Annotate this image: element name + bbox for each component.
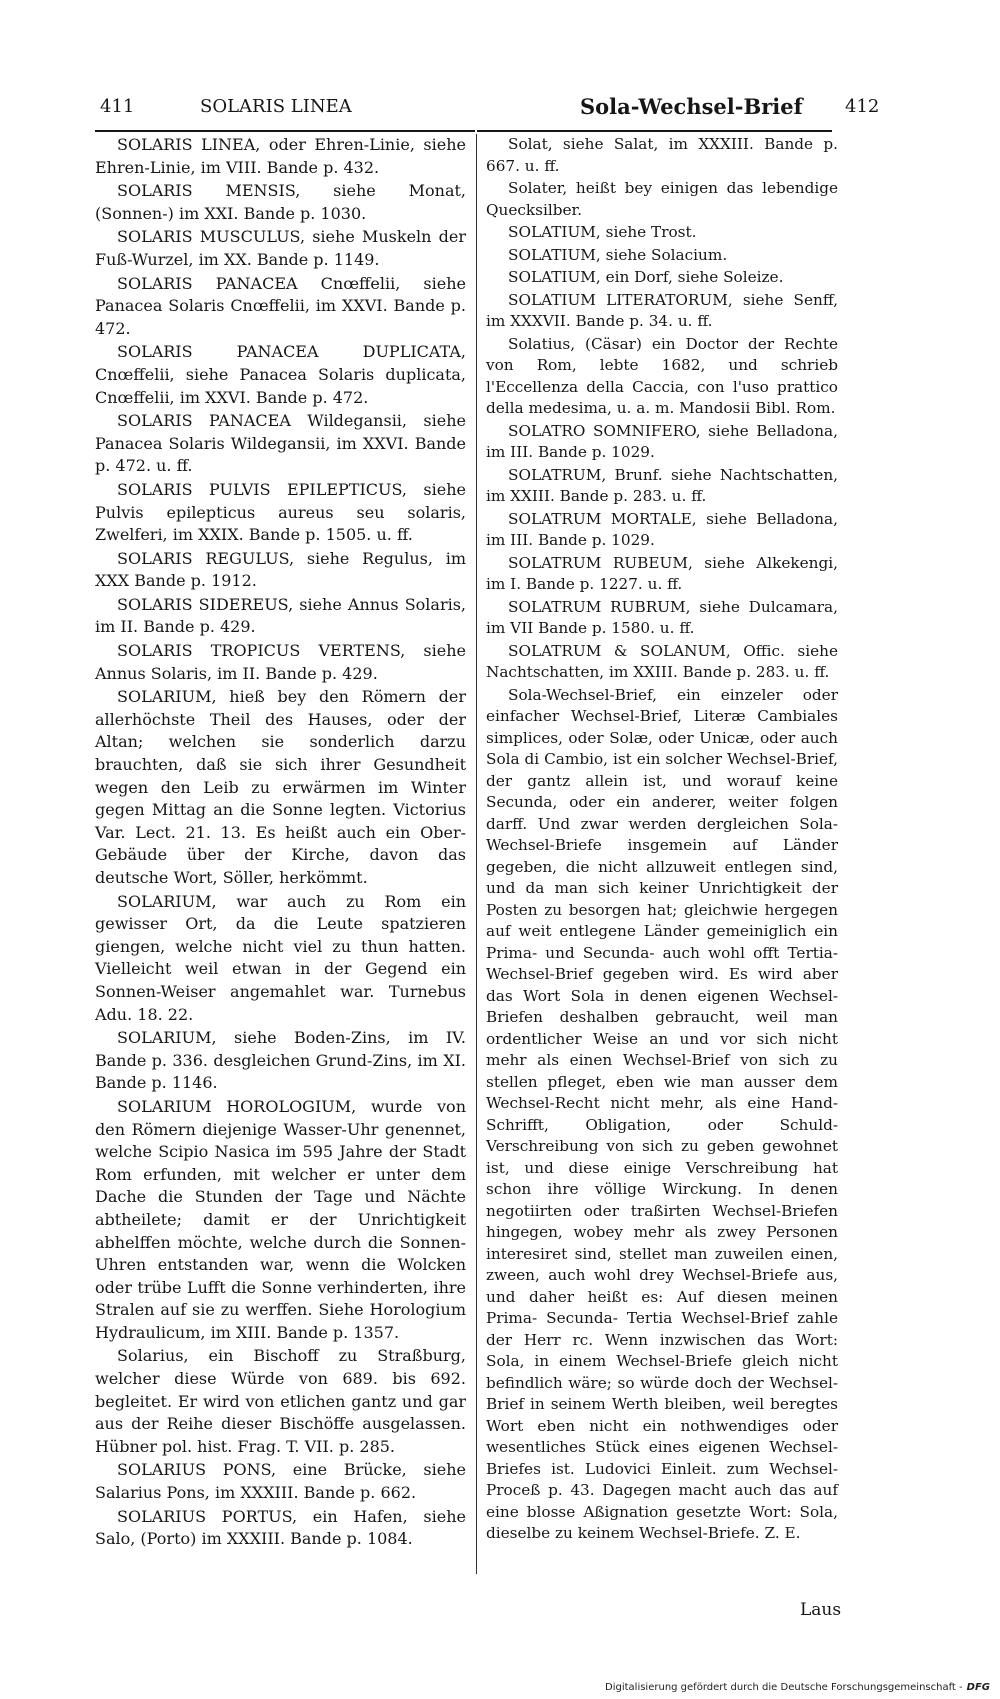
left-column-entry: Solarius, ein Bischoff zu Straßburg, welcher diese Würde von 689. bis 692. begleitet. Er wird von etlichen gantz und gar aus der Reihe dieser Bischöffe ausgelassen. Hübner pol. hist. Frag. T. VII. p. 285. — [95, 1346, 466, 1456]
left-running-title: SOLARIS LINEA — [200, 96, 352, 117]
left-column-entry: SOLARIUM, hieß bey den Römern der allerhöchste Theil des Hauses, oder der Altan; welchen sie sonderlich darzu brauchten, daß sie sich ihrer Gesundheit wegen den Leib zu erwärmen im Winter gegen Mittag an die Sonne legten. Victorius Var. Lect. 21. 13. Es heißt auch ein Ober-Gebäude über der Kirche, davon das deutsche Wort, Söller, herkömmt. — [95, 687, 466, 887]
left-column-entry: SOLARIS PANACEA DUPLICATA, Cnœffelii, siehe Panacea Solaris duplicata, Cnœffelii, im XXVI. Bande p. 472. — [95, 342, 466, 407]
left-column-entry: SOLARIS MENSIS, siehe Monat, (Sonnen-) im XXI. Bande p. 1030. — [95, 181, 466, 223]
left-column-entry: SOLARIS SIDEREUS, siehe Annus Solaris, im II. Bande p. 429. — [95, 594, 466, 637]
left-column-entry: SOLARIS REGULUS, siehe Regulus, im XXX Bande p. 1912. — [95, 548, 466, 591]
left-column-entry: SOLARIUS PORTUS, ein Hafen, siehe Salo, (Porto) im XXXIII. Bande p. 1084. — [95, 1506, 466, 1549]
right-column-entry: SOLATIUM LITERATORUM, siehe Senff, im XXXVII. Bande p. 34. u. ff. — [486, 290, 838, 330]
right-column-entry: SOLATRUM, Brunf. siehe Nachtschatten, im XXIII. Bande p. 283. u. ff. — [486, 465, 838, 505]
right-column-entry: Solatius, (Cäsar) ein Doctor der Rechte von Rom, lebte 1682, und schrieb l'Eccellenza della Caccia, con l'uso prattico della medesima, u. a. m. Mandosii Bibl. Rom. — [486, 334, 838, 417]
column-divider — [476, 134, 477, 1574]
right-column-entry: SOLATRUM RUBRUM, siehe Dulcamara, im VII Bande p. 1580. u. ff. — [486, 597, 838, 637]
left-column-entry: SOLARIS MUSCULUS, siehe Muskeln der Fuß-Wurzel, im XX. Bande p. 1149. — [95, 227, 466, 269]
right-column-entry: Solater, heißt bey einigen das lebendige Quecksilber. — [486, 179, 838, 219]
right-column — [486, 134, 838, 1546]
left-column-entry: SOLARIS PULVIS EPILEPTICUS, siehe Pulvis epilepticus aureus seu solaris, Zwelferi, im XXIX. Bande p. 1505. u. ff. — [95, 479, 466, 545]
left-column — [95, 134, 466, 1552]
left-page-number: 411 — [100, 96, 135, 117]
left-column-entry: SOLARIUS PONS, eine Brücke, siehe Salarius Pons, im XXXIII. Bande p. 662. — [95, 1460, 466, 1503]
right-page-number: 412 — [845, 96, 880, 117]
digitization-footer — [605, 1682, 990, 1693]
right-column-entry: Solat, siehe Salat, im XXXIII. Bande p. 667. u. ff. — [486, 135, 838, 175]
left-column-entry: SOLARIUM HOROLOGIUM, wurde von den Römern diejenige Wasser-Uhr genennet, welche Scipio Nasica im 595 Jahre der Stadt Rom erfunden, mit welcher er unter dem Dache die Stunden der Tage und Nächte abtheilete; damit er der Unrichtigkeit abhelffen möchte, welche durch die Sonnen-Uhren entstanden war, wenn die Wolcken oder trübe Lufft die Sonne verhinderten, ihre Stralen auf sie zu werffen. Siehe Horologium Hydraulicum, im XIII. Bande p. 1357. — [95, 1096, 466, 1342]
dfg-logo: DFG — [966, 1682, 990, 1693]
left-column-entry: SOLARIS TROPICUS VERTENS, siehe Annus Solaris, im II. Bande p. 429. — [95, 641, 466, 683]
left-column-entry: SOLARIS PANACEA Wildegansii, siehe Panacea Solaris Wildegansii, im XXVI. Bande p. 472. u. ff. — [95, 411, 466, 476]
right-column-entry: SOLATRUM & SOLANUM, Offic. siehe Nachtschatten, im XXIII. Bande p. 283. u. ff. — [486, 641, 838, 681]
catchword: Laus — [800, 1600, 842, 1620]
right-column-entry: SOLATIUM, siehe Trost. — [508, 223, 697, 241]
left-column-entry: SOLARIS PANACEA Cnœffelii, siehe Panacea Solaris Cnœffelii, im XXVI. Bande p. 472. — [95, 273, 466, 338]
right-column-entry: SOLATRO SOMNIFERO, siehe Belladona, im III. Bande p. 1029. — [486, 421, 838, 461]
left-column-entry: SOLARIUM, war auch zu Rom ein gewisser Ort, da die Leute spatzieren giengen, welche nicht viel zu thun hatten. Vielleicht weil etwan in der Gegend ein Sonnen-Weiser angemahlet war. Turnebus Adu. 18. 22. — [95, 891, 466, 1024]
right-header-rule — [477, 130, 832, 132]
right-running-title: Sola-Wechsel-Brief — [580, 94, 803, 119]
left-header-rule — [95, 130, 475, 132]
right-column-entry: SOLATIUM, ein Dorf, siehe Soleize. — [508, 268, 784, 286]
right-column-entry: SOLATRUM MORTALE, siehe Belladona, im III. Bande p. 1029. — [486, 509, 838, 549]
right-column-entry: SOLATRUM RUBEUM, siehe Alkekengi, im I. Bande p. 1227. u. ff. — [486, 553, 838, 593]
right-column-entry: Sola-Wechsel-Brief, ein einzeler oder einfacher Wechsel-Brief, Literæ Cambiales simplices, oder Solæ, oder Unicæ, oder auch Sola di Cambio, ist ein solcher Wechsel-Brief, der gantz allein ist, und worauf keine Secunda, oder ein anderer, weiter folgen darff. Und zwar werden dergleichen Sola-Wechsel-Briefe insgemein auf Länder gegeben, die nicht allzuweit entlegen sind, und da man sich keiner Unrichtigkeit der Posten zu besorgen hat; gleichwie hergegen auf weit entlegene Länder gemeiniglich ein Prima- und Secunda- auch wohl offt Tertia-Wechsel-Brief gegeben wird. Es wird aber das Wort Sola in denen eigenen Wechsel-Briefen deshalben gebraucht, weil man ordentlicher Weise an und vor sich nicht mehr als einen Wechsel-Brief von sich zu stellen pfleget, eben wie man ausser dem Wechsel-Recht nicht mehr, als eine Hand-Schrifft, Obligation, oder Schuld-Verschreibung von sich zu geben gewohnet ist, und diese einige Verschreibung hat schon ihre völlige Wirckung. In denen negotiirten oder traßirten Wechsel-Briefen hingegen, wobey mehr als zwey Personen interesiret sind, stellet man zuweilen einen, zween, auch wohl drey Wechsel-Briefe aus, und daher heißt es: Auf diesen meinen Prima- Secunda- Tertia Wechsel-Brief zahle der Herr rc. Wenn inzwischen das Wort: Sola, in einem Wechsel-Briefe gleich nicht befindlich wäre; so würde doch der Wechsel-Brief in seinem Werth bleiben, weil beregtes Wort eben nicht ein nothwendiges oder wesentliches Stück eines eigenen Wechsel-Briefes ist. Ludovici Einleit. zum Wechsel-Proceß p. 43. Dagegen macht auch das auf eine blosse Aßignation gesetzte Wort: Sola, dieselbe zu keinem Wechsel-Briefe. Z. E. — [486, 685, 838, 1542]
left-column-entry: SOLARIS LINEA, oder Ehren-Linie, siehe Ehren-Linie, im VIII. Bande p. 432. — [95, 135, 466, 177]
right-column-entry: SOLATIUM, siehe Solacium. — [508, 245, 728, 264]
left-column-entry: SOLARIUM, siehe Boden-Zins, im IV. Bande p. 336. desgleichen Grund-Zins, im XI. Bande p. 1146. — [95, 1028, 466, 1093]
footer-text: Digitalisierung gefördert durch die Deutsche Forschungsgemeinschaft - — [605, 1682, 963, 1693]
